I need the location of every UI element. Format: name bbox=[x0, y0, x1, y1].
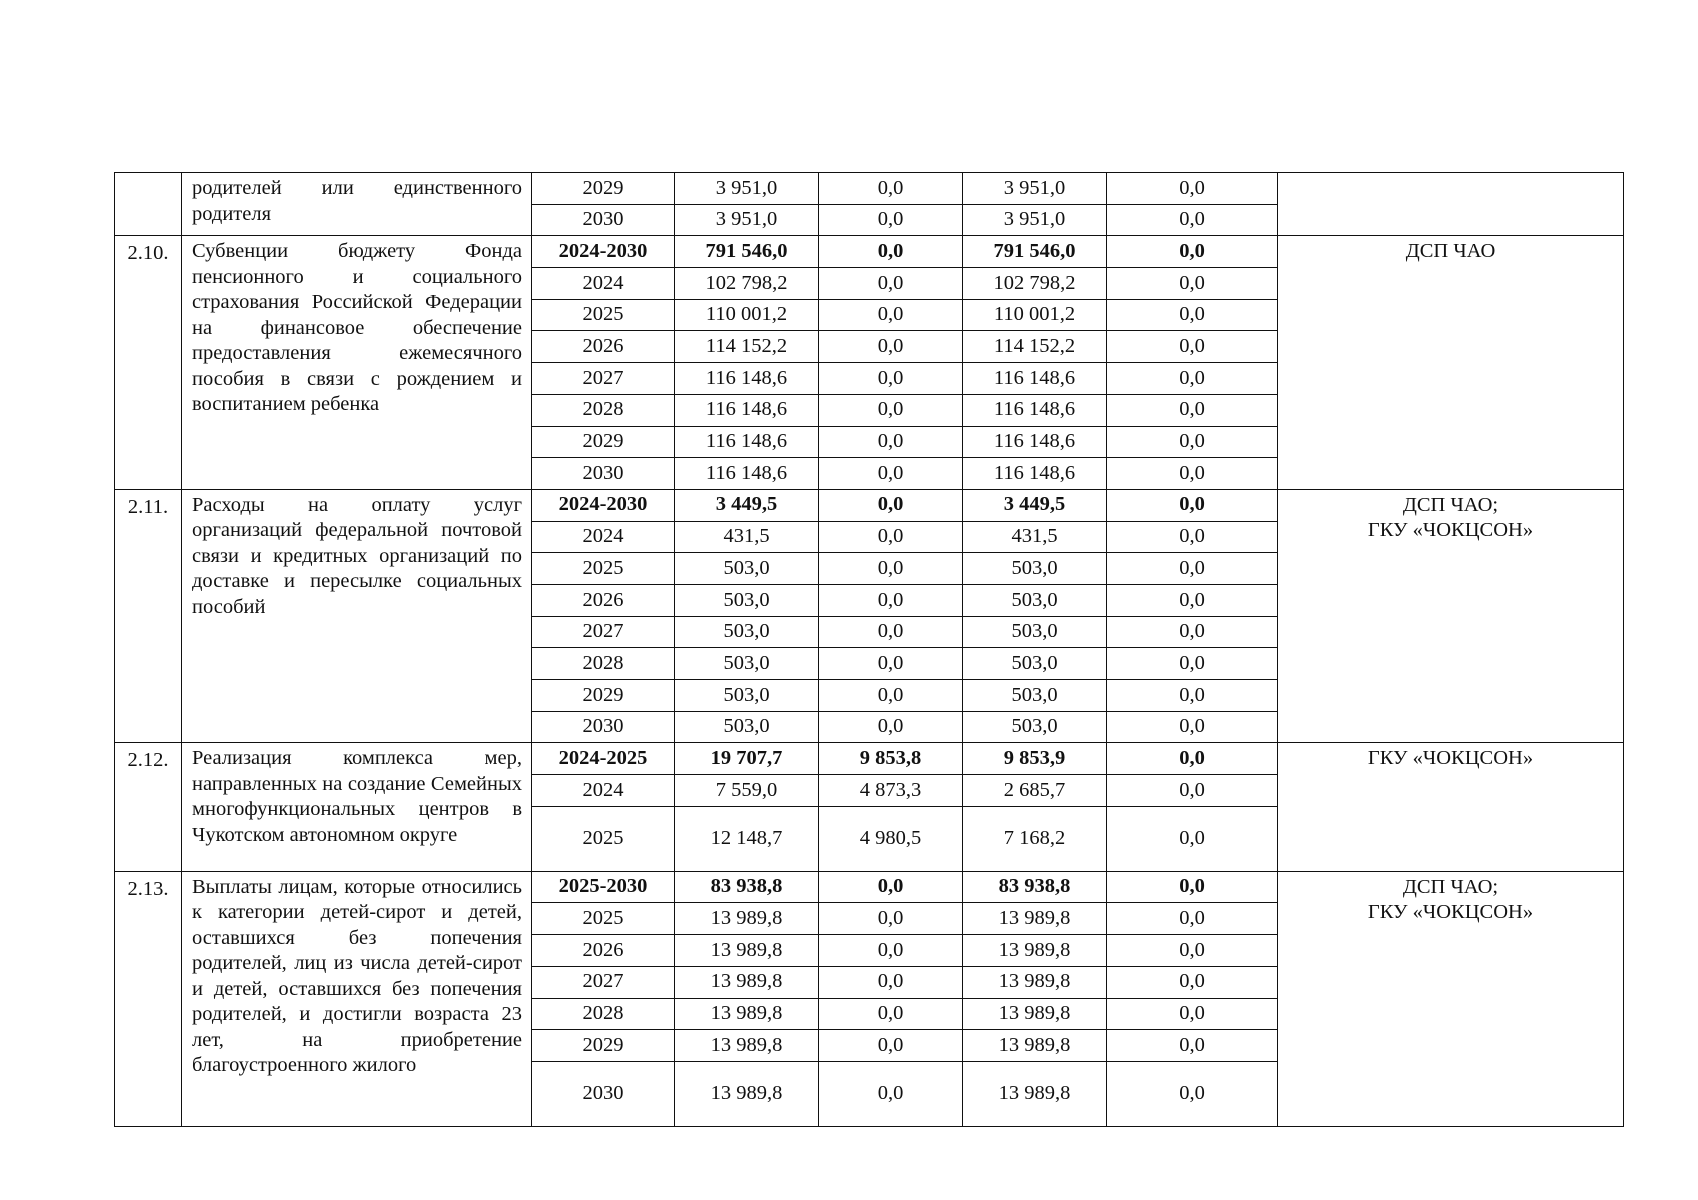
cell-reg: 2 685,7 bbox=[963, 775, 1107, 807]
cell-reg: 3 449,5 bbox=[963, 489, 1107, 521]
cell-total: 19 707,7 bbox=[675, 743, 819, 775]
cell-reg: 503,0 bbox=[963, 584, 1107, 616]
cell-other: 0,0 bbox=[1107, 363, 1278, 395]
cell-total: 3 951,0 bbox=[675, 204, 819, 236]
executor bbox=[1278, 489, 1624, 743]
cell-other: 0,0 bbox=[1107, 1061, 1278, 1126]
table-row bbox=[115, 173, 1624, 205]
cell-total: 431,5 bbox=[675, 521, 819, 553]
executor-line: ГКУ «ЧОКЦСОН» bbox=[1367, 747, 1534, 770]
cell-fed: 0,0 bbox=[819, 1061, 963, 1126]
cell-other: 0,0 bbox=[1107, 268, 1278, 300]
cell-year: 2024-2025 bbox=[532, 743, 675, 775]
cell-fed: 0,0 bbox=[819, 711, 963, 743]
cell-total: 13 989,8 bbox=[675, 935, 819, 967]
cell-reg: 13 989,8 bbox=[963, 903, 1107, 935]
cell-other: 0,0 bbox=[1107, 871, 1278, 903]
cell-other: 0,0 bbox=[1107, 236, 1278, 268]
cell-total: 116 148,6 bbox=[675, 363, 819, 395]
cell-year: 2030 bbox=[532, 711, 675, 743]
cell-year: 2024 bbox=[532, 521, 675, 553]
cell-fed: 0,0 bbox=[819, 394, 963, 426]
cell-other: 0,0 bbox=[1107, 173, 1278, 205]
item-number bbox=[115, 173, 182, 236]
cell-other: 0,0 bbox=[1107, 935, 1278, 967]
cell-year: 2025 bbox=[532, 553, 675, 585]
cell-total: 3 449,5 bbox=[675, 489, 819, 521]
cell-total: 503,0 bbox=[675, 648, 819, 680]
cell-year: 2025-2030 bbox=[532, 871, 675, 903]
cell-fed: 0,0 bbox=[819, 584, 963, 616]
cell-reg: 102 798,2 bbox=[963, 268, 1107, 300]
cell-year: 2024-2030 bbox=[532, 236, 675, 268]
cell-other: 0,0 bbox=[1107, 299, 1278, 331]
cell-reg: 3 951,0 bbox=[963, 173, 1107, 205]
cell-reg: 13 989,8 bbox=[963, 966, 1107, 998]
cell-fed: 0,0 bbox=[819, 236, 963, 268]
cell-fed: 0,0 bbox=[819, 553, 963, 585]
cell-fed: 0,0 bbox=[819, 426, 963, 458]
cell-fed: 0,0 bbox=[819, 935, 963, 967]
table-row bbox=[115, 743, 1624, 775]
cell-total: 7 559,0 bbox=[675, 775, 819, 807]
item-number: 2.10. bbox=[115, 236, 182, 490]
cell-other: 0,0 bbox=[1107, 775, 1278, 807]
executor-line: ДСП ЧАО; bbox=[1402, 493, 1499, 516]
cell-total: 503,0 bbox=[675, 680, 819, 712]
cell-other: 0,0 bbox=[1107, 711, 1278, 743]
cell-total: 503,0 bbox=[675, 584, 819, 616]
cell-fed: 4 873,3 bbox=[819, 775, 963, 807]
cell-reg: 116 148,6 bbox=[963, 394, 1107, 426]
cell-year: 2030 bbox=[532, 204, 675, 236]
budget-table bbox=[114, 172, 1624, 1127]
cell-other: 0,0 bbox=[1107, 743, 1278, 775]
cell-year: 2029 bbox=[532, 680, 675, 712]
table-body bbox=[115, 173, 1624, 1127]
item-description bbox=[182, 871, 532, 1126]
cell-reg: 431,5 bbox=[963, 521, 1107, 553]
cell-reg: 13 989,8 bbox=[963, 1061, 1107, 1126]
cell-fed: 0,0 bbox=[819, 521, 963, 553]
cell-reg: 3 951,0 bbox=[963, 204, 1107, 236]
cell-total: 114 152,2 bbox=[675, 331, 819, 363]
item-description bbox=[182, 236, 532, 490]
cell-reg: 116 148,6 bbox=[963, 458, 1107, 490]
cell-reg: 503,0 bbox=[963, 616, 1107, 648]
cell-year: 2025 bbox=[532, 806, 675, 871]
item-number: 2.12. bbox=[115, 743, 182, 871]
cell-other: 0,0 bbox=[1107, 489, 1278, 521]
executor-line: ГКУ «ЧОКЦСОН» bbox=[1367, 519, 1534, 542]
cell-other: 0,0 bbox=[1107, 458, 1278, 490]
cell-other: 0,0 bbox=[1107, 1030, 1278, 1062]
cell-total: 116 148,6 bbox=[675, 394, 819, 426]
cell-year: 2025 bbox=[532, 299, 675, 331]
item-description-text: Выплаты лицам, которые относились к категории детей-сирот и детей, оставшихся без попечения родителей, лиц из числа детей-сирот и детей, оставшихся без попечения родителей, и достигли возраста 23 лет, на приобретение благоустроенного жилого bbox=[192, 875, 522, 1077]
executor bbox=[1278, 743, 1624, 871]
cell-year: 2030 bbox=[532, 458, 675, 490]
cell-other: 0,0 bbox=[1107, 616, 1278, 648]
cell-year: 2029 bbox=[532, 173, 675, 205]
cell-total: 13 989,8 bbox=[675, 1030, 819, 1062]
cell-reg: 83 938,8 bbox=[963, 871, 1107, 903]
table-row bbox=[115, 871, 1624, 903]
cell-other: 0,0 bbox=[1107, 331, 1278, 363]
cell-year: 2029 bbox=[532, 426, 675, 458]
cell-other: 0,0 bbox=[1107, 521, 1278, 553]
item-description-text: Субвенции бюджету Фонда пенсионного и социального страхования Российской Федерации на финансовое обеспечение предоставления ежемесячного пособия в связи с рождением и воспитанием ребенка bbox=[192, 240, 522, 416]
cell-total: 3 951,0 bbox=[675, 173, 819, 205]
cell-year: 2028 bbox=[532, 998, 675, 1030]
item-description-text: родителей или единственного родителя bbox=[192, 177, 522, 225]
cell-total: 110 001,2 bbox=[675, 299, 819, 331]
cell-fed: 0,0 bbox=[819, 903, 963, 935]
cell-year: 2028 bbox=[532, 648, 675, 680]
cell-year: 2024 bbox=[532, 268, 675, 300]
cell-fed: 0,0 bbox=[819, 966, 963, 998]
cell-year: 2025 bbox=[532, 903, 675, 935]
item-number: 2.13. bbox=[115, 871, 182, 1126]
cell-reg: 9 853,9 bbox=[963, 743, 1107, 775]
cell-year: 2027 bbox=[532, 363, 675, 395]
item-description bbox=[182, 489, 532, 743]
cell-other: 0,0 bbox=[1107, 966, 1278, 998]
table-row bbox=[115, 489, 1624, 521]
cell-year: 2030 bbox=[532, 1061, 675, 1126]
cell-other: 0,0 bbox=[1107, 680, 1278, 712]
item-number: 2.11. bbox=[115, 489, 182, 743]
cell-year: 2024-2030 bbox=[532, 489, 675, 521]
cell-year: 2026 bbox=[532, 331, 675, 363]
cell-other: 0,0 bbox=[1107, 426, 1278, 458]
item-description-text: Расходы на оплату услуг организаций федеральной почтовой связи и кредитных организаций по доставке и пересылке социальных пособий bbox=[192, 493, 522, 618]
executor bbox=[1278, 871, 1624, 1126]
cell-other: 0,0 bbox=[1107, 584, 1278, 616]
cell-total: 116 148,6 bbox=[675, 426, 819, 458]
cell-fed: 0,0 bbox=[819, 871, 963, 903]
cell-reg: 116 148,6 bbox=[963, 363, 1107, 395]
cell-fed: 0,0 bbox=[819, 616, 963, 648]
cell-fed: 0,0 bbox=[819, 489, 963, 521]
table-row bbox=[115, 236, 1624, 268]
cell-fed: 0,0 bbox=[819, 173, 963, 205]
cell-year: 2029 bbox=[532, 1030, 675, 1062]
executor bbox=[1278, 173, 1624, 236]
cell-other: 0,0 bbox=[1107, 648, 1278, 680]
item-description bbox=[182, 743, 532, 871]
cell-total: 503,0 bbox=[675, 616, 819, 648]
cell-reg: 116 148,6 bbox=[963, 426, 1107, 458]
cell-fed: 0,0 bbox=[819, 331, 963, 363]
cell-reg: 503,0 bbox=[963, 648, 1107, 680]
cell-fed: 0,0 bbox=[819, 648, 963, 680]
cell-fed: 4 980,5 bbox=[819, 806, 963, 871]
cell-other: 0,0 bbox=[1107, 998, 1278, 1030]
cell-reg: 110 001,2 bbox=[963, 299, 1107, 331]
cell-reg: 791 546,0 bbox=[963, 236, 1107, 268]
executor bbox=[1278, 236, 1624, 490]
executor-line: ДСП ЧАО; bbox=[1402, 875, 1499, 898]
cell-other: 0,0 bbox=[1107, 553, 1278, 585]
cell-fed: 0,0 bbox=[819, 204, 963, 236]
cell-fed: 0,0 bbox=[819, 458, 963, 490]
cell-fed: 0,0 bbox=[819, 998, 963, 1030]
cell-total: 503,0 bbox=[675, 553, 819, 585]
cell-fed: 9 853,8 bbox=[819, 743, 963, 775]
cell-other: 0,0 bbox=[1107, 806, 1278, 871]
cell-total: 503,0 bbox=[675, 711, 819, 743]
cell-reg: 13 989,8 bbox=[963, 935, 1107, 967]
cell-total: 13 989,8 bbox=[675, 903, 819, 935]
cell-reg: 503,0 bbox=[963, 680, 1107, 712]
cell-year: 2028 bbox=[532, 394, 675, 426]
cell-reg: 13 989,8 bbox=[963, 998, 1107, 1030]
cell-reg: 503,0 bbox=[963, 553, 1107, 585]
cell-total: 116 148,6 bbox=[675, 458, 819, 490]
cell-total: 791 546,0 bbox=[675, 236, 819, 268]
cell-reg: 7 168,2 bbox=[963, 806, 1107, 871]
cell-year: 2026 bbox=[532, 935, 675, 967]
cell-total: 102 798,2 bbox=[675, 268, 819, 300]
cell-fed: 0,0 bbox=[819, 1030, 963, 1062]
cell-year: 2027 bbox=[532, 966, 675, 998]
cell-reg: 503,0 bbox=[963, 711, 1107, 743]
cell-year: 2026 bbox=[532, 584, 675, 616]
cell-other: 0,0 bbox=[1107, 903, 1278, 935]
cell-year: 2024 bbox=[532, 775, 675, 807]
cell-fed: 0,0 bbox=[819, 299, 963, 331]
cell-fed: 0,0 bbox=[819, 268, 963, 300]
executor-line: ГКУ «ЧОКЦСОН» bbox=[1367, 901, 1534, 924]
cell-reg: 114 152,2 bbox=[963, 331, 1107, 363]
item-description bbox=[182, 173, 532, 236]
cell-total: 13 989,8 bbox=[675, 966, 819, 998]
item-description-text: Реализация комплекса мер, направленных на создание Семейных многофункциональных центров в Чукотском автономном округе bbox=[192, 747, 522, 846]
cell-total: 12 148,7 bbox=[675, 806, 819, 871]
cell-total: 83 938,8 bbox=[675, 871, 819, 903]
cell-reg: 13 989,8 bbox=[963, 1030, 1107, 1062]
cell-total: 13 989,8 bbox=[675, 998, 819, 1030]
cell-other: 0,0 bbox=[1107, 394, 1278, 426]
executor-line: ДСП ЧАО bbox=[1405, 240, 1496, 263]
cell-other: 0,0 bbox=[1107, 204, 1278, 236]
cell-year: 2027 bbox=[532, 616, 675, 648]
cell-total: 13 989,8 bbox=[675, 1061, 819, 1126]
cell-fed: 0,0 bbox=[819, 680, 963, 712]
cell-fed: 0,0 bbox=[819, 363, 963, 395]
